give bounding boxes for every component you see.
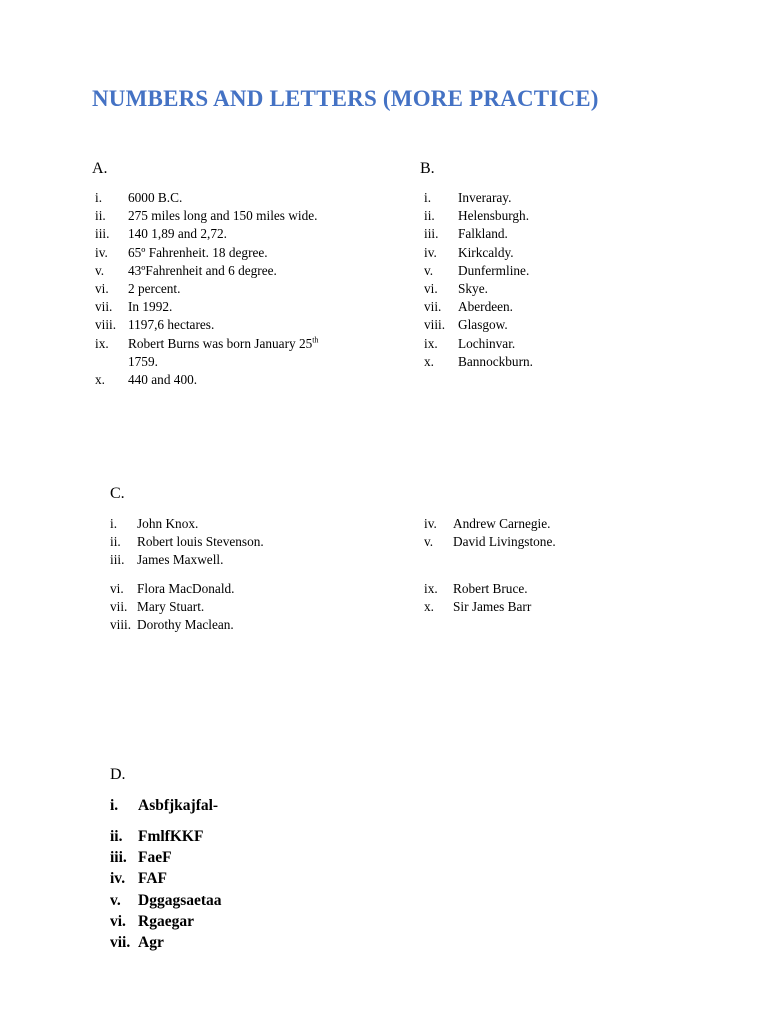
item-text: 275 miles long and 150 miles wide.	[128, 208, 318, 224]
section-c-heading: C.	[110, 485, 125, 502]
item-number: iii.	[110, 849, 127, 867]
item-number: vi.	[110, 581, 124, 596]
item-text: Agr	[138, 933, 164, 951]
item-number: vii.	[95, 299, 113, 315]
item-text: 43ºFahrenheit and 6 degree.	[128, 262, 277, 278]
item-number: vii.	[424, 299, 442, 315]
item-text: 440 and 400.	[128, 371, 198, 387]
list-item	[424, 298, 674, 316]
item-number: iv.	[424, 244, 437, 260]
list-item	[110, 551, 400, 569]
list-item	[95, 280, 395, 298]
list-item	[110, 598, 400, 616]
list-item	[424, 207, 674, 225]
list-item	[110, 616, 400, 634]
list-item	[424, 225, 674, 243]
section-c-list-4	[424, 580, 704, 616]
item-number: i.	[110, 797, 119, 814]
item-number: iv.	[110, 870, 126, 888]
list-item	[110, 868, 410, 889]
item-number: viii.	[424, 317, 446, 333]
ordinal-suffix: th	[312, 335, 319, 345]
item-text: Flora MacDonald.	[137, 581, 235, 596]
item-text: 1197,6 hectares.	[128, 317, 215, 333]
item-number: v.	[95, 262, 105, 278]
list-item	[95, 335, 395, 371]
item-number: ii.	[110, 828, 123, 845]
page-title: NUMBERS AND LETTERS (MORE PRACTICE)	[92, 86, 599, 111]
item-text: John Knox.	[137, 516, 199, 531]
item-text: Bannockburn.	[458, 353, 533, 369]
list-item	[424, 515, 704, 533]
item-text-continued: 1759.	[128, 353, 158, 369]
list-item	[95, 298, 395, 316]
item-number: ix.	[424, 335, 438, 351]
item-number: i.	[424, 190, 432, 205]
list-item	[424, 316, 674, 334]
section-c-list-1	[110, 515, 400, 570]
list-item	[110, 932, 410, 953]
item-number: vii.	[110, 933, 131, 951]
item-text: 65º Fahrenheit. 18 degree.	[128, 244, 268, 260]
list-item	[110, 826, 410, 847]
item-text: Skye.	[458, 280, 488, 296]
item-text: Falkland.	[458, 226, 508, 242]
item-text: Inveraray.	[458, 190, 512, 205]
list-item	[95, 207, 395, 225]
item-text: 140 1,89 and 2,72.	[128, 226, 227, 242]
item-number: iii.	[95, 226, 110, 242]
list-item	[424, 244, 674, 262]
item-number: viii.	[95, 317, 117, 333]
item-text-main: Robert Burns was born January 25	[128, 335, 313, 351]
item-number: viii.	[110, 617, 132, 633]
item-text: Kirkcaldy.	[458, 244, 514, 260]
list-item	[95, 316, 395, 334]
item-text: FaeF	[138, 849, 172, 867]
item-number: ii.	[110, 534, 121, 550]
item-text: Robert louis Stevenson.	[137, 534, 264, 550]
item-text: David Livingstone.	[453, 534, 556, 550]
list-item	[110, 847, 410, 868]
list-item	[95, 262, 395, 280]
item-number: v.	[110, 891, 121, 909]
item-number: v.	[424, 534, 434, 550]
item-text: 6000 B.C.	[128, 190, 183, 205]
item-text: Glasgow.	[458, 317, 508, 333]
item-text: Rgaegar	[138, 912, 194, 930]
section-b-heading: B.	[420, 160, 435, 177]
item-number: vi.	[424, 280, 438, 296]
list-item	[110, 580, 400, 598]
item-number: vi.	[110, 912, 126, 930]
item-text: FAF	[138, 870, 167, 888]
section-c-list-3	[110, 580, 400, 635]
item-text: Sir James Barr	[453, 599, 532, 615]
item-number: iv.	[424, 516, 437, 531]
section-c-list-2	[424, 515, 704, 551]
item-number: ii.	[95, 208, 106, 224]
item-text	[128, 335, 368, 371]
list-item	[95, 189, 395, 207]
list-item	[424, 335, 674, 353]
item-text: In 1992.	[128, 299, 173, 315]
section-d-list	[110, 826, 410, 953]
item-text: Dorothy Maclean.	[137, 617, 234, 633]
item-number: iii.	[424, 226, 439, 242]
list-item	[95, 244, 395, 262]
item-text: Mary Stuart.	[137, 599, 205, 615]
item-number: i.	[95, 190, 103, 205]
item-number: v.	[424, 262, 434, 278]
item-text: Asbfjkajfal-	[138, 797, 219, 814]
item-number: x.	[424, 353, 434, 369]
list-item	[110, 795, 410, 816]
item-text: Dggagsaetaa	[138, 891, 222, 909]
item-number: iv.	[95, 244, 108, 260]
section-d-first	[110, 795, 410, 816]
list-item	[424, 189, 674, 207]
item-number: iii.	[110, 552, 125, 568]
item-text: 2 percent.	[128, 280, 181, 296]
item-number: vi.	[95, 280, 109, 296]
list-item	[110, 533, 400, 551]
item-number: ii.	[424, 208, 435, 224]
section-a-heading: A.	[92, 160, 108, 177]
item-number: ix.	[95, 335, 109, 351]
item-text: Andrew Carnegie.	[453, 516, 551, 531]
section-d-heading: D.	[110, 766, 126, 783]
list-item	[424, 280, 674, 298]
list-item	[110, 515, 400, 533]
list-item	[95, 371, 395, 389]
item-text: Robert Bruce.	[453, 581, 528, 596]
item-text: FmlfKKF	[138, 828, 204, 845]
list-item	[110, 911, 410, 932]
item-text: Helensburgh.	[458, 208, 530, 224]
list-item	[424, 533, 704, 551]
list-item	[110, 890, 410, 911]
item-text: Dunfermline.	[458, 262, 530, 278]
item-text: James Maxwell.	[137, 552, 224, 568]
list-item	[424, 580, 704, 598]
list-item	[424, 262, 674, 280]
item-number: x.	[95, 371, 105, 387]
list-item	[424, 353, 674, 371]
list-item	[424, 598, 704, 616]
item-text: Aberdeen.	[458, 299, 514, 315]
section-b-list	[424, 189, 674, 371]
section-a-list	[95, 189, 395, 389]
item-number: i.	[110, 516, 118, 531]
item-number: x.	[424, 599, 434, 615]
list-item	[95, 225, 395, 243]
item-number: ix.	[424, 581, 438, 596]
item-number: vii.	[110, 599, 128, 615]
item-text: Lochinvar.	[458, 335, 516, 351]
